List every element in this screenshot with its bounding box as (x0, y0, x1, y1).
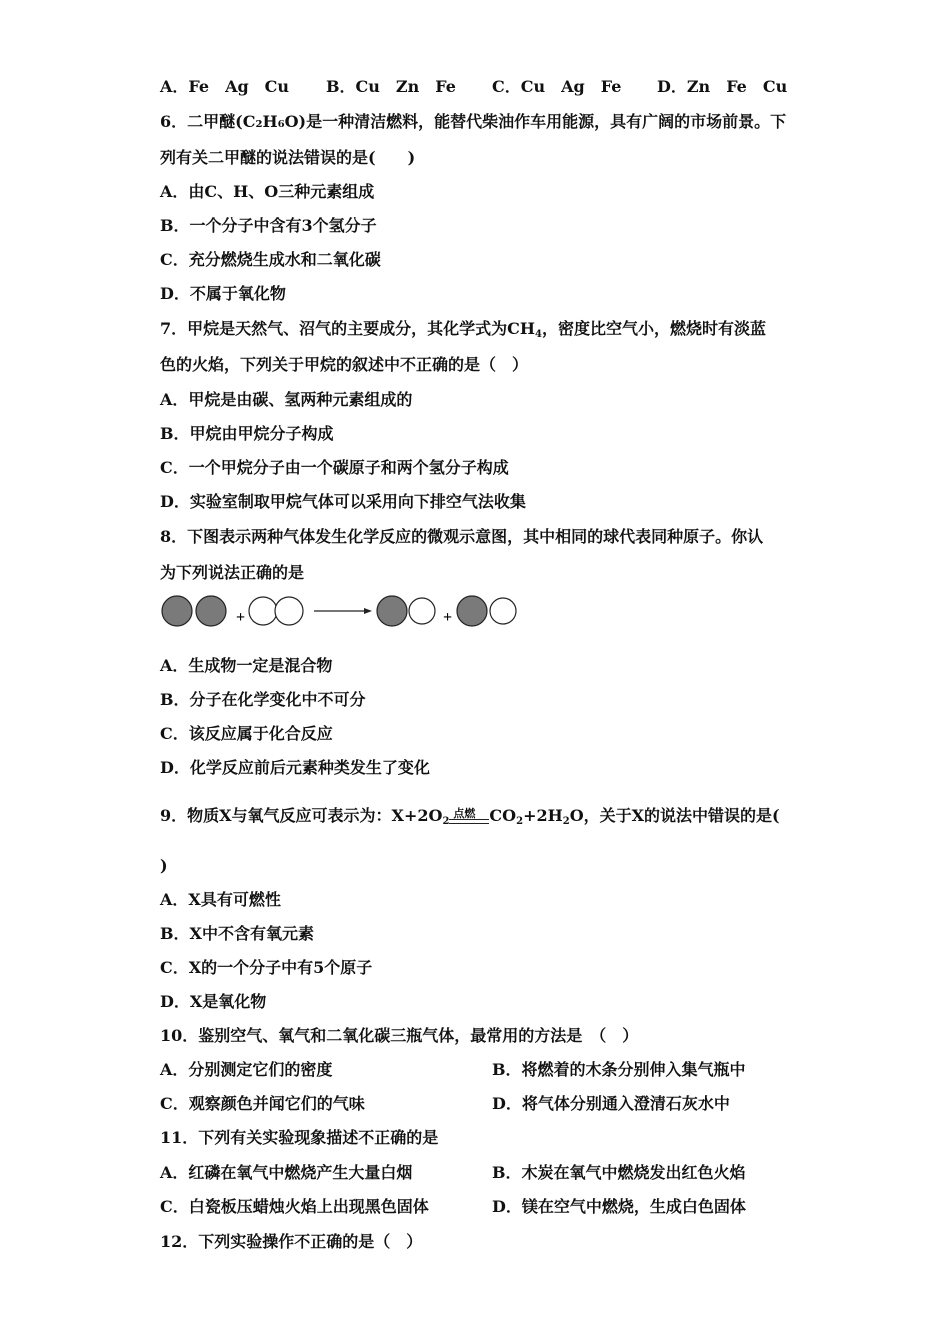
q8-option-d: D．化学反应前后元素种类发生了变化 (160, 758, 430, 777)
q9-stem-text-b: CO (489, 806, 517, 825)
q8-option-b: B．分子在化学变化中不可分 (160, 690, 366, 709)
q11-option-a: A．红磷在氧气中燃烧产生大量白烟 (160, 1163, 413, 1182)
q10-option-a: A．分别测定它们的密度 (160, 1060, 333, 1079)
q8-option-c: C．该反应属于化合反应 (160, 724, 333, 743)
q9-option-a: A．X具有可燃性 (160, 890, 281, 909)
q11-option-c: C．白瓷板压蜡烛火焰上出现黑色固体 (160, 1197, 429, 1216)
reaction-arrow (314, 608, 372, 614)
q9-equals-bar-top (449, 819, 489, 820)
q9-option-b: B．X中不含有氧元素 (160, 924, 314, 943)
reaction-diagram (160, 594, 530, 628)
q9-stem-text-a: 9．物质X与氧气反应可表示为：X+2O (160, 806, 443, 825)
q9-stem-line-1 (160, 805, 780, 833)
q7-stem-text-b: ，密度比空气小，燃烧时有淡蓝 (541, 319, 766, 338)
q7-stem-line-2: 色的火焰，下列关于甲烷的叙述中不正确的是（ ） (160, 355, 529, 374)
q5-option-b: B．Cu Zn Fe (326, 77, 456, 96)
q8-stem-line-1: 8．下图表示两种气体发生化学反应的微观示意图，其中相同的球代表同种原子。你认 (160, 527, 764, 546)
q10-stem: 10．鉴别空气、氧气和二氧化碳三瓶气体，最常用的方法是 （ ） (160, 1026, 639, 1045)
q6-option-b: B．一个分子中含有3个氢分子 (160, 216, 377, 235)
q9-sub-o2: 2 (442, 816, 450, 827)
q10-option-d: D．将气体分别通入澄清石灰水中 (492, 1094, 730, 1113)
q10-option-b: B．将燃着的木条分别伸入集气瓶中 (492, 1060, 746, 1079)
q6-stem-line-2: 列有关二甲醚的说法错误的是( ) (160, 148, 416, 167)
q5-option-a: A．Fe Ag Cu (160, 77, 290, 96)
q11-option-b: B．木炭在氧气中燃烧发出红色火焰 (492, 1163, 746, 1182)
product-molecule-2 (457, 596, 516, 626)
plus-sign-1: + (236, 609, 246, 626)
q7-stem-text-a: 7．甲烷是天然气、沼气的主要成分，其化学式为CH (160, 319, 535, 338)
q6-option-d: D．不属于氧化物 (160, 284, 286, 303)
q9-sub-h2o: 2 (562, 816, 570, 827)
q8-option-a: A．生成物一定是混合物 (160, 656, 333, 675)
q7-option-b: B．甲烷由甲烷分子构成 (160, 424, 334, 443)
q7-option-c: C．一个甲烷分子由一个碳原子和两个氢分子构成 (160, 458, 509, 477)
q9-option-d: D．X是氧化物 (160, 992, 267, 1011)
q9-stem-text-d: O，关于X的说法中错误的是( (569, 806, 780, 825)
product-molecule-1 (377, 596, 435, 626)
q7-stem-line-1 (160, 318, 766, 346)
q9-option-c: C．X的一个分子中有5个原子 (160, 958, 373, 977)
reactant-grey-molecule (162, 596, 226, 626)
q6-option-c: C．充分燃烧生成水和二氧化碳 (160, 250, 381, 269)
q5-option-d: D．Zn Fe Cu (657, 77, 788, 96)
q9-condition-text: 点燃 (453, 807, 476, 820)
q9-stem-line-2: ) (160, 856, 168, 875)
q9-stem-text-c: +2H (523, 806, 563, 825)
reactant-white-molecule (249, 597, 303, 625)
q10-option-c: C．观察颜色并闻它们的气味 (160, 1094, 365, 1113)
q7-option-d: D．实验室制取甲烷气体可以采用向下排空气法收集 (160, 492, 526, 511)
q11-option-d: D．镁在空气中燃烧，生成白色固体 (492, 1197, 746, 1216)
q9-sub-co2: 2 (516, 816, 524, 827)
q11-stem: 11．下列有关实验现象描述不正确的是 (160, 1128, 439, 1147)
q12-stem: 12．下列实验操作不正确的是（ ） (160, 1232, 423, 1251)
q6-option-a: A．由C、H、O三种元素组成 (160, 182, 375, 201)
q7-subscript: 4 (535, 329, 542, 340)
q9-equals-bar-bottom (449, 823, 489, 824)
plus-sign-2: + (443, 609, 453, 626)
q8-stem-line-2: 为下列说法正确的是 (160, 563, 305, 582)
q6-stem-line-1: 6．二甲醚(C₂H₆O)是一种清洁燃料，能替代柴油作车用能源，具有广阔的市场前景。下 (160, 112, 787, 131)
q5-option-c: C．Cu Ag Fe (492, 77, 622, 96)
q7-option-a: A．甲烷是由碳、氢两种元素组成的 (160, 390, 413, 409)
